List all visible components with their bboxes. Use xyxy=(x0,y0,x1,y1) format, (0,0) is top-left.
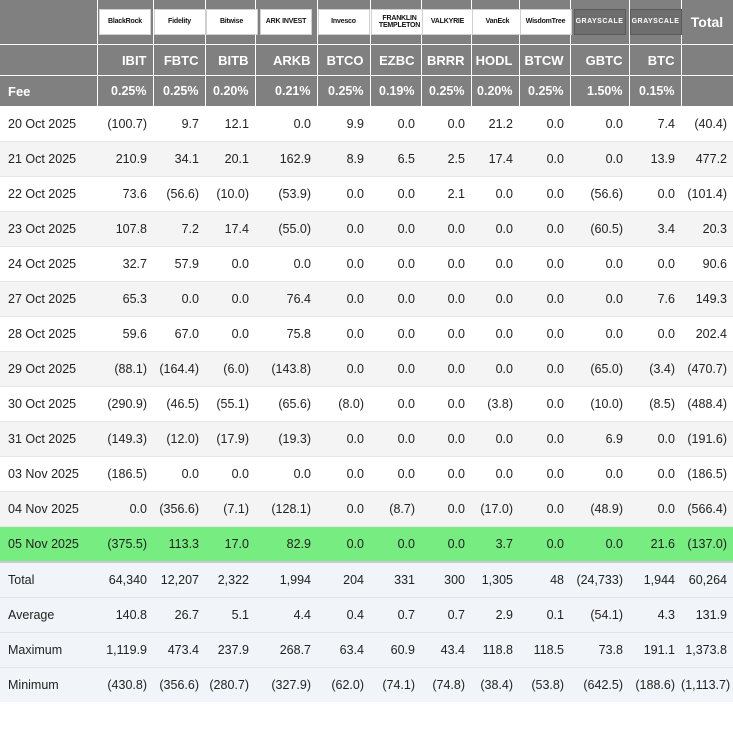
row-total: 202.4 xyxy=(681,317,733,352)
flow-value-ezbc: 0.0 xyxy=(370,107,421,142)
flow-value-bitb: 12.1 xyxy=(205,107,255,142)
summary-value-ezbc: 0.7 xyxy=(370,598,421,633)
flow-value-hodl: 0.0 xyxy=(471,247,519,282)
flow-value-ibit: (186.5) xyxy=(97,457,153,492)
flow-value-gbtc: (48.9) xyxy=(570,492,629,527)
flow-value-bitb: 0.0 xyxy=(205,247,255,282)
flow-value-btcw: 0.0 xyxy=(519,422,570,457)
flow-value-brrr: 2.5 xyxy=(421,142,471,177)
flow-value-hodl: 0.0 xyxy=(471,282,519,317)
flow-value-btco: 0.0 xyxy=(317,352,370,387)
flow-value-btc: 7.4 xyxy=(629,107,681,142)
fee-btcw: 0.25% xyxy=(519,76,570,107)
row-total: 20.3 xyxy=(681,212,733,247)
summary-row-minimum xyxy=(0,668,733,703)
summary-total: 131.9 xyxy=(681,598,733,633)
flow-value-bitb: (10.0) xyxy=(205,177,255,212)
flow-value-gbtc: (10.0) xyxy=(570,387,629,422)
flow-value-ibit: 73.6 xyxy=(97,177,153,212)
flow-value-gbtc: 6.9 xyxy=(570,422,629,457)
ticker-row xyxy=(0,45,733,76)
flow-value-hodl: 0.0 xyxy=(471,177,519,212)
flow-value-hodl: 0.0 xyxy=(471,317,519,352)
flow-value-btcw: 0.0 xyxy=(519,177,570,212)
ticker-header-ibit: IBIT xyxy=(97,45,153,76)
summary-value-fbtc: (356.6) xyxy=(153,668,205,703)
flow-value-ezbc: (8.7) xyxy=(370,492,421,527)
issuer-logo-btc-icon: GRAYSCALE xyxy=(630,9,682,35)
summary-value-arkb: 1,994 xyxy=(255,562,317,598)
flow-value-arkb: (55.0) xyxy=(255,212,317,247)
summary-value-brrr: 300 xyxy=(421,562,471,598)
flow-value-ibit: 210.9 xyxy=(97,142,153,177)
flow-value-ibit: 107.8 xyxy=(97,212,153,247)
flow-value-brrr: 0.0 xyxy=(421,527,471,563)
summary-label: Maximum xyxy=(0,633,97,668)
flow-value-arkb: (19.3) xyxy=(255,422,317,457)
row-total: 477.2 xyxy=(681,142,733,177)
flow-value-bitb: 0.0 xyxy=(205,317,255,352)
issuer-logo-btcw-icon: WisdomTree xyxy=(520,9,572,35)
issuer-logo-cell xyxy=(97,0,153,45)
flow-value-btcw: 0.0 xyxy=(519,282,570,317)
summary-value-btcw: (53.8) xyxy=(519,668,570,703)
flow-value-btcw: 0.0 xyxy=(519,352,570,387)
flow-value-fbtc: 57.9 xyxy=(153,247,205,282)
flow-value-ibit: (100.7) xyxy=(97,107,153,142)
flow-value-ezbc: 0.0 xyxy=(370,422,421,457)
issuer-logo-fbtc-icon: Fidelity xyxy=(154,9,206,35)
row-date: 28 Oct 2025 xyxy=(0,317,97,352)
ticker-header-btc: BTC xyxy=(629,45,681,76)
flow-value-bitb: (7.1) xyxy=(205,492,255,527)
summary-value-fbtc: 473.4 xyxy=(153,633,205,668)
table-row[interactable] xyxy=(0,422,733,457)
flow-value-btcw: 0.0 xyxy=(519,317,570,352)
summary-value-arkb: (327.9) xyxy=(255,668,317,703)
row-total: 90.6 xyxy=(681,247,733,282)
flow-value-btco: 0.0 xyxy=(317,492,370,527)
summary-row-total xyxy=(0,562,733,598)
issuer-logo-bitb-icon: Bitwise xyxy=(206,9,258,35)
table-corner-cell xyxy=(0,0,97,45)
summary-value-hodl: 2.9 xyxy=(471,598,519,633)
flow-value-bitb: (55.1) xyxy=(205,387,255,422)
flow-value-fbtc: 0.0 xyxy=(153,282,205,317)
summary-value-bitb: (280.7) xyxy=(205,668,255,703)
flow-value-hodl: 0.0 xyxy=(471,457,519,492)
flow-value-arkb: (65.6) xyxy=(255,387,317,422)
flow-value-arkb: 76.4 xyxy=(255,282,317,317)
table-row[interactable] xyxy=(0,457,733,492)
issuer-logo-cell xyxy=(471,0,519,45)
summary-value-fbtc: 26.7 xyxy=(153,598,205,633)
flow-value-fbtc: (356.6) xyxy=(153,492,205,527)
summary-value-bitb: 2,322 xyxy=(205,562,255,598)
row-date: 04 Nov 2025 xyxy=(0,492,97,527)
flow-value-brrr: 0.0 xyxy=(421,457,471,492)
ticker-header-brrr: BRRR xyxy=(421,45,471,76)
flow-value-arkb: 75.8 xyxy=(255,317,317,352)
flow-value-bitb: (17.9) xyxy=(205,422,255,457)
flow-value-btcw: 0.0 xyxy=(519,457,570,492)
summary-value-brrr: 43.4 xyxy=(421,633,471,668)
ticker-header-bitb: BITB xyxy=(205,45,255,76)
issuer-logo-row xyxy=(0,0,733,45)
issuer-logo-arkb-icon: ARK INVEST xyxy=(260,9,312,35)
row-date: 03 Nov 2025 xyxy=(0,457,97,492)
table-row[interactable] xyxy=(0,527,733,563)
flow-value-gbtc: 0.0 xyxy=(570,247,629,282)
summary-value-gbtc: (24,733) xyxy=(570,562,629,598)
fee-row-total-blank xyxy=(681,76,733,107)
summary-value-brrr: (74.8) xyxy=(421,668,471,703)
summary-value-fbtc: 12,207 xyxy=(153,562,205,598)
row-date: 21 Oct 2025 xyxy=(0,142,97,177)
ticker-header-hodl: HODL xyxy=(471,45,519,76)
flow-value-ezbc: 0.0 xyxy=(370,352,421,387)
flow-value-bitb: 0.0 xyxy=(205,457,255,492)
flow-value-gbtc: (65.0) xyxy=(570,352,629,387)
table-row[interactable] xyxy=(0,107,733,142)
flow-value-btc: 7.6 xyxy=(629,282,681,317)
flow-value-hodl: 17.4 xyxy=(471,142,519,177)
flow-value-ezbc: 0.0 xyxy=(370,387,421,422)
flow-value-fbtc: 7.2 xyxy=(153,212,205,247)
ticker-header-fbtc: FBTC xyxy=(153,45,205,76)
row-date: 24 Oct 2025 xyxy=(0,247,97,282)
flow-value-brrr: 0.0 xyxy=(421,107,471,142)
issuer-logo-cell xyxy=(570,0,629,45)
ticker-header-btco: BTCO xyxy=(317,45,370,76)
table-row[interactable] xyxy=(0,352,733,387)
flow-value-fbtc: 9.7 xyxy=(153,107,205,142)
flow-value-ibit: 0.0 xyxy=(97,492,153,527)
summary-value-btc: 191.1 xyxy=(629,633,681,668)
flow-value-arkb: (53.9) xyxy=(255,177,317,212)
issuer-logo-hodl-icon: VanEck xyxy=(472,9,524,35)
flow-value-bitb: 0.0 xyxy=(205,282,255,317)
flow-value-fbtc: (56.6) xyxy=(153,177,205,212)
row-date: 23 Oct 2025 xyxy=(0,212,97,247)
flow-value-brrr: 0.0 xyxy=(421,492,471,527)
flow-value-bitb: (6.0) xyxy=(205,352,255,387)
flow-value-btc: (8.5) xyxy=(629,387,681,422)
summary-value-gbtc: (54.1) xyxy=(570,598,629,633)
issuer-logo-gbtc-icon: GRAYSCALE xyxy=(574,9,626,35)
flow-value-btco: 0.0 xyxy=(317,177,370,212)
flow-value-fbtc: 113.3 xyxy=(153,527,205,563)
total-column-header: Total xyxy=(681,0,733,45)
flow-value-brrr: 0.0 xyxy=(421,247,471,282)
row-date: 30 Oct 2025 xyxy=(0,387,97,422)
summary-value-ezbc: 60.9 xyxy=(370,633,421,668)
ticker-header-gbtc: GBTC xyxy=(570,45,629,76)
row-date: 20 Oct 2025 xyxy=(0,107,97,142)
flow-value-ezbc: 0.0 xyxy=(370,212,421,247)
flow-value-gbtc: (56.6) xyxy=(570,177,629,212)
summary-value-ibit: 1,119.9 xyxy=(97,633,153,668)
flow-value-btc: 0.0 xyxy=(629,247,681,282)
table-row[interactable] xyxy=(0,317,733,352)
flow-value-fbtc: 34.1 xyxy=(153,142,205,177)
flow-value-btco: 0.0 xyxy=(317,422,370,457)
flow-value-gbtc: 0.0 xyxy=(570,142,629,177)
flow-value-btcw: 0.0 xyxy=(519,387,570,422)
flow-value-btc: 0.0 xyxy=(629,492,681,527)
flow-value-btcw: 0.0 xyxy=(519,107,570,142)
flow-value-ezbc: 6.5 xyxy=(370,142,421,177)
table-row[interactable] xyxy=(0,247,733,282)
flow-value-ezbc: 0.0 xyxy=(370,247,421,282)
fee-row xyxy=(0,76,733,107)
flow-value-btc: (3.4) xyxy=(629,352,681,387)
summary-row-maximum xyxy=(0,633,733,668)
summary-total: (1,113.7) xyxy=(681,668,733,703)
summary-value-ezbc: 331 xyxy=(370,562,421,598)
table-row[interactable] xyxy=(0,142,733,177)
issuer-logo-cell xyxy=(317,0,370,45)
flow-value-hodl: 3.7 xyxy=(471,527,519,563)
fee-btc: 0.15% xyxy=(629,76,681,107)
ticker-row-total-blank xyxy=(681,45,733,76)
summary-value-btco: 63.4 xyxy=(317,633,370,668)
summary-total: 60,264 xyxy=(681,562,733,598)
flow-value-hodl: (3.8) xyxy=(471,387,519,422)
summary-value-gbtc: (642.5) xyxy=(570,668,629,703)
flow-value-arkb: 0.0 xyxy=(255,457,317,492)
flow-value-fbtc: 67.0 xyxy=(153,317,205,352)
summary-value-arkb: 4.4 xyxy=(255,598,317,633)
fee-hodl: 0.20% xyxy=(471,76,519,107)
flow-value-ezbc: 0.0 xyxy=(370,282,421,317)
summary-value-btco: (62.0) xyxy=(317,668,370,703)
fee-arkb: 0.21% xyxy=(255,76,317,107)
flow-value-btc: 3.4 xyxy=(629,212,681,247)
summary-value-btcw: 48 xyxy=(519,562,570,598)
table-row[interactable] xyxy=(0,212,733,247)
flow-value-bitb: 17.4 xyxy=(205,212,255,247)
summary-value-ibit: 64,340 xyxy=(97,562,153,598)
summary-label: Average xyxy=(0,598,97,633)
summary-value-btcw: 0.1 xyxy=(519,598,570,633)
ticker-header-arkb: ARKB xyxy=(255,45,317,76)
issuer-logo-ibit-icon: BlackRock xyxy=(99,9,151,35)
flow-value-ibit: 59.6 xyxy=(97,317,153,352)
fee-gbtc: 1.50% xyxy=(570,76,629,107)
issuer-logo-cell xyxy=(519,0,570,45)
summary-value-gbtc: 73.8 xyxy=(570,633,629,668)
ticker-row-blank xyxy=(0,45,97,76)
fee-brrr: 0.25% xyxy=(421,76,471,107)
row-date: 22 Oct 2025 xyxy=(0,177,97,212)
table-row[interactable] xyxy=(0,387,733,422)
flow-value-bitb: 17.0 xyxy=(205,527,255,563)
flow-value-arkb: 0.0 xyxy=(255,107,317,142)
flow-value-btco: 0.0 xyxy=(317,317,370,352)
flow-value-btcw: 0.0 xyxy=(519,527,570,563)
flow-value-fbtc: 0.0 xyxy=(153,457,205,492)
summary-value-ibit: 140.8 xyxy=(97,598,153,633)
flow-value-btc: 0.0 xyxy=(629,177,681,212)
flow-value-ibit: 32.7 xyxy=(97,247,153,282)
flow-value-brrr: 0.0 xyxy=(421,422,471,457)
flow-value-btco: 0.0 xyxy=(317,212,370,247)
summary-value-bitb: 237.9 xyxy=(205,633,255,668)
summary-total: 1,373.8 xyxy=(681,633,733,668)
summary-label: Total xyxy=(0,562,97,598)
summary-value-bitb: 5.1 xyxy=(205,598,255,633)
summary-value-hodl: (38.4) xyxy=(471,668,519,703)
flow-value-ibit: (149.3) xyxy=(97,422,153,457)
flow-value-btco: 0.0 xyxy=(317,247,370,282)
flow-value-btcw: 0.0 xyxy=(519,142,570,177)
flow-value-fbtc: (164.4) xyxy=(153,352,205,387)
summary-value-hodl: 118.8 xyxy=(471,633,519,668)
summary-label: Minimum xyxy=(0,668,97,703)
ticker-header-btcw: BTCW xyxy=(519,45,570,76)
flow-value-btco: 8.9 xyxy=(317,142,370,177)
flow-value-brrr: 0.0 xyxy=(421,317,471,352)
flow-value-ezbc: 0.0 xyxy=(370,527,421,563)
flow-value-btcw: 0.0 xyxy=(519,492,570,527)
issuer-logo-brrr-icon: VALKYRIE xyxy=(422,9,474,35)
flow-value-arkb: 82.9 xyxy=(255,527,317,563)
flow-value-brrr: 0.0 xyxy=(421,387,471,422)
summary-value-btcw: 118.5 xyxy=(519,633,570,668)
issuer-logo-cell xyxy=(629,0,681,45)
row-total: (101.4) xyxy=(681,177,733,212)
fee-bitb: 0.20% xyxy=(205,76,255,107)
fee-ezbc: 0.19% xyxy=(370,76,421,107)
flow-value-btcw: 0.0 xyxy=(519,212,570,247)
ticker-header-ezbc: EZBC xyxy=(370,45,421,76)
flow-value-gbtc: 0.0 xyxy=(570,457,629,492)
flow-value-btco: 9.9 xyxy=(317,107,370,142)
row-date: 31 Oct 2025 xyxy=(0,422,97,457)
summary-value-btco: 0.4 xyxy=(317,598,370,633)
flow-value-brrr: 0.0 xyxy=(421,282,471,317)
summary-value-btc: 4.3 xyxy=(629,598,681,633)
row-total: 149.3 xyxy=(681,282,733,317)
flow-value-btco: 0.0 xyxy=(317,457,370,492)
flow-value-bitb: 20.1 xyxy=(205,142,255,177)
issuer-logo-ezbc-icon: FRANKLIN TEMPLETON xyxy=(371,9,429,35)
row-total: (137.0) xyxy=(681,527,733,563)
flow-value-hodl: 0.0 xyxy=(471,422,519,457)
issuer-logo-cell xyxy=(370,0,421,45)
flow-value-btc: 0.0 xyxy=(629,422,681,457)
fee-fbtc: 0.25% xyxy=(153,76,205,107)
row-total: (566.4) xyxy=(681,492,733,527)
flow-value-ezbc: 0.0 xyxy=(370,317,421,352)
flow-value-ibit: (290.9) xyxy=(97,387,153,422)
table-row[interactable] xyxy=(0,492,733,527)
summary-value-arkb: 268.7 xyxy=(255,633,317,668)
row-date: 29 Oct 2025 xyxy=(0,352,97,387)
flow-value-arkb: 162.9 xyxy=(255,142,317,177)
flow-value-btco: 0.0 xyxy=(317,282,370,317)
issuer-logo-cell xyxy=(205,0,255,45)
flow-value-fbtc: (46.5) xyxy=(153,387,205,422)
issuer-logo-btco-icon: Invesco xyxy=(318,9,370,35)
summary-value-ezbc: (74.1) xyxy=(370,668,421,703)
flow-value-ibit: (375.5) xyxy=(97,527,153,563)
flow-value-arkb: (143.8) xyxy=(255,352,317,387)
table-row[interactable] xyxy=(0,177,733,212)
flow-value-gbtc: 0.0 xyxy=(570,107,629,142)
flow-value-btc: 21.6 xyxy=(629,527,681,563)
flow-value-gbtc: 0.0 xyxy=(570,527,629,563)
summary-row-average xyxy=(0,598,733,633)
flow-value-btco: 0.0 xyxy=(317,527,370,563)
summary-value-btco: 204 xyxy=(317,562,370,598)
flow-value-btc: 0.0 xyxy=(629,457,681,492)
issuer-logo-cell xyxy=(421,0,471,45)
flow-value-btco: (8.0) xyxy=(317,387,370,422)
flow-value-btcw: 0.0 xyxy=(519,247,570,282)
row-total: (186.5) xyxy=(681,457,733,492)
row-date: 05 Nov 2025 xyxy=(0,527,97,563)
flow-value-gbtc: 0.0 xyxy=(570,317,629,352)
flow-value-brrr: 0.0 xyxy=(421,352,471,387)
fee-ibit: 0.25% xyxy=(97,76,153,107)
row-total: (470.7) xyxy=(681,352,733,387)
summary-value-btc: (188.6) xyxy=(629,668,681,703)
fee-btco: 0.25% xyxy=(317,76,370,107)
flow-value-brrr: 2.1 xyxy=(421,177,471,212)
row-total: (40.4) xyxy=(681,107,733,142)
flow-value-hodl: (17.0) xyxy=(471,492,519,527)
row-date: 27 Oct 2025 xyxy=(0,282,97,317)
flow-value-gbtc: 0.0 xyxy=(570,282,629,317)
row-total: (488.4) xyxy=(681,387,733,422)
fee-row-label: Fee xyxy=(0,76,97,107)
flow-value-fbtc: (12.0) xyxy=(153,422,205,457)
flow-value-ibit: 65.3 xyxy=(97,282,153,317)
table-row[interactable] xyxy=(0,282,733,317)
flow-value-ibit: (88.1) xyxy=(97,352,153,387)
flow-value-btc: 13.9 xyxy=(629,142,681,177)
flow-value-arkb: (128.1) xyxy=(255,492,317,527)
flow-value-hodl: 21.2 xyxy=(471,107,519,142)
flow-value-ezbc: 0.0 xyxy=(370,177,421,212)
flow-value-ezbc: 0.0 xyxy=(370,457,421,492)
flow-value-btc: 0.0 xyxy=(629,317,681,352)
summary-value-btc: 1,944 xyxy=(629,562,681,598)
flow-value-brrr: 0.0 xyxy=(421,212,471,247)
flow-value-hodl: 0.0 xyxy=(471,212,519,247)
flow-value-arkb: 0.0 xyxy=(255,247,317,282)
row-total: (191.6) xyxy=(681,422,733,457)
flow-value-gbtc: (60.5) xyxy=(570,212,629,247)
summary-value-ibit: (430.8) xyxy=(97,668,153,703)
issuer-logo-cell xyxy=(255,0,317,45)
summary-value-brrr: 0.7 xyxy=(421,598,471,633)
summary-value-hodl: 1,305 xyxy=(471,562,519,598)
issuer-logo-cell xyxy=(153,0,205,45)
flow-value-hodl: 0.0 xyxy=(471,352,519,387)
